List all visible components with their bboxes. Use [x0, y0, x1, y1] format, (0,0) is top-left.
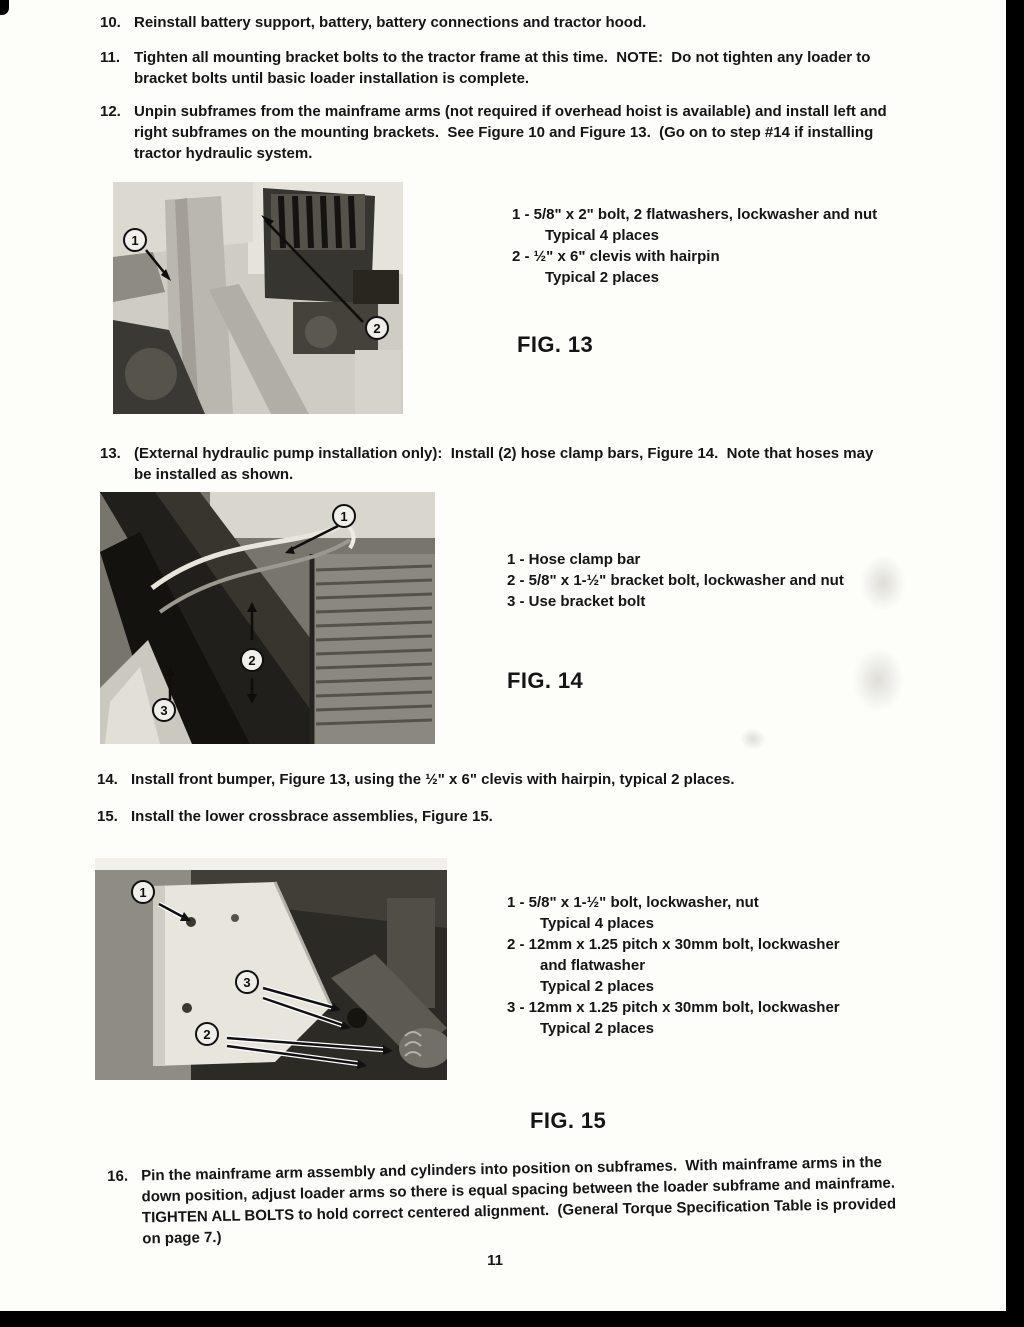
marker-badge: 1: [131, 880, 155, 904]
step-number: 14.: [97, 771, 118, 788]
step-item-14: [97, 769, 851, 790]
step-item-16: [107, 1151, 907, 1250]
step-number: 15.: [97, 808, 118, 825]
callout-line: and flatwasher: [540, 957, 646, 974]
step-item-10: [100, 12, 774, 33]
marker-badge: 1: [123, 228, 147, 252]
scan-smudge: [860, 555, 906, 611]
marker-badge: 2: [240, 648, 264, 672]
callout-line: 2 - 12mm x 1.25 pitch x 30mm bolt, lockwasher: [507, 936, 840, 953]
scan-edge-bottom: [0, 1311, 1024, 1327]
step-text: Reinstall battery support, battery, battery connections and tractor hood.: [134, 14, 647, 31]
callout-line: 1 - Hose clamp bar: [507, 551, 641, 568]
fig15-photo: [95, 858, 447, 1080]
step-item-11: [100, 47, 886, 89]
fig14-photo-art: [100, 492, 435, 744]
step-number: 16.: [107, 1167, 129, 1185]
callout-line: 1 - 5/8" x 1-½" bolt, lockwasher, nut: [507, 894, 759, 911]
step-text: (External hydraulic pump installation only): Install (2) hose clamp bars, Figure 14. Note that hoses may be installed as shown.: [134, 445, 878, 483]
marker-badge: 3: [152, 698, 176, 722]
callout-line: 3 - 12mm x 1.25 pitch x 30mm bolt, lockwasher: [507, 999, 840, 1016]
step-text: Pin the mainframe arm assembly and cylinders into position on subframes. With mainframe arms in the down position, adjust loader arms so there is equal spacing between the loader subframe and mainframe. TIGHTEN ALL BOLTS to hold correct centered alignment. (General Torque Specification Table is provided on page 7.): [141, 1153, 904, 1248]
step-text: Install the lower crossbrace assemblies, Figure 15.: [131, 808, 493, 825]
callout-line: Typical 4 places: [545, 227, 659, 244]
scan-corner-mark: [0, 0, 9, 15]
step-text: Unpin subframes from the mainframe arms (not required if overhead hoist is available) and install left and right subframes on the mounting brackets. See Figure 10 and Figure 13. (Go on to step #14 if installing tractor hydraulic system.: [134, 103, 891, 162]
scan-smudge: [852, 648, 904, 712]
fig15-callouts: [507, 892, 977, 1039]
fig13-callouts: [512, 204, 972, 288]
marker-badge: 3: [235, 970, 259, 994]
fig15-caption: FIG. 15: [530, 1108, 607, 1133]
step-item-12: [100, 101, 896, 164]
fig14-callouts: [507, 549, 977, 612]
fig14-photo: [100, 492, 435, 744]
callout-line: Typical 4 places: [540, 915, 654, 932]
step-number: 13.: [100, 445, 121, 462]
step-number: 10.: [100, 14, 121, 31]
step-item-13: [100, 443, 882, 485]
step-number: 12.: [100, 103, 121, 120]
callout-line: Typical 2 places: [540, 1020, 654, 1037]
page-number: 11: [487, 1252, 503, 1269]
scan-edge-right: [1006, 0, 1024, 1327]
callout-line: Typical 2 places: [545, 269, 659, 286]
scan-smudge: [740, 728, 766, 750]
callout-line: 2 - 5/8" x 1-½" bracket bolt, lockwasher and nut: [507, 572, 844, 589]
step-text: Tighten all mounting bracket bolts to the tractor frame at this time. NOTE: Do not tighten any loader to bracket bolts until basic loader installation is complete.: [134, 49, 875, 87]
marker-badge: 1: [332, 504, 356, 528]
step-item-15: [97, 806, 751, 827]
marker-badge: 2: [195, 1022, 219, 1046]
fig13-caption: FIG. 13: [517, 332, 594, 357]
fig13-photo-art: [113, 182, 403, 414]
callout-line: 2 - ½" x 6" clevis with hairpin: [512, 248, 720, 265]
marker-badge: 2: [365, 316, 389, 340]
step-number: 11.: [100, 49, 121, 66]
fig14-caption: FIG. 14: [507, 668, 584, 693]
fig13-photo: [113, 182, 403, 414]
callout-line: 1 - 5/8" x 2" bolt, 2 flatwashers, lockwasher and nut: [512, 206, 878, 223]
callout-line: Typical 2 places: [540, 978, 654, 995]
callout-line: 3 - Use bracket bolt: [507, 593, 646, 610]
step-text: Install front bumper, Figure 13, using the ½" x 6" clevis with hairpin, typical 2 places.: [131, 771, 735, 788]
